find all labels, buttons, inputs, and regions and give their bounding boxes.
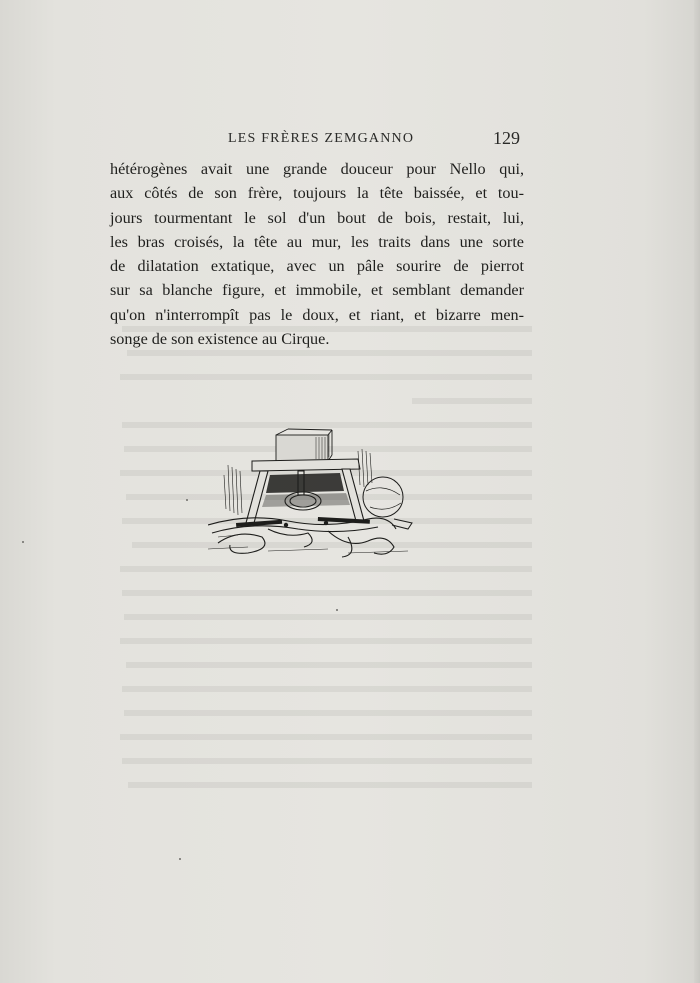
page-edge bbox=[694, 0, 700, 983]
paper-speck bbox=[186, 499, 188, 501]
page-number: 129 bbox=[493, 128, 520, 148]
running-title: LES FRÈRES ZEMGANNO bbox=[228, 131, 415, 146]
text-line: qu'on n'interrompît pas le doux, et riant, et bizarre men- bbox=[110, 305, 524, 324]
paper-speck bbox=[179, 858, 181, 860]
text-line: les bras croisés, la tête au mur, les traits dans une sorte bbox=[110, 232, 524, 251]
running-head bbox=[110, 128, 520, 153]
engraved-vignette-icon bbox=[208, 425, 413, 561]
text-line: jours tourmentant le sol d'un bout de bois, restait, lui, bbox=[110, 208, 524, 227]
text-line: hétérogènes avait une grande douceur pour Nello qui, bbox=[110, 160, 524, 178]
paper-speck bbox=[22, 541, 24, 543]
text-line: songe de son existence au Cirque. bbox=[110, 330, 330, 349]
text-line: sur sa blanche figure, et immobile, et semblant demander bbox=[110, 281, 524, 300]
paper-speck bbox=[336, 609, 338, 611]
text-line: de dilatation extatique, avec un pâle sourire de pierrot bbox=[110, 257, 524, 276]
text-line: aux côtés de son frère, toujours la tête baissée, et tou- bbox=[110, 184, 524, 203]
